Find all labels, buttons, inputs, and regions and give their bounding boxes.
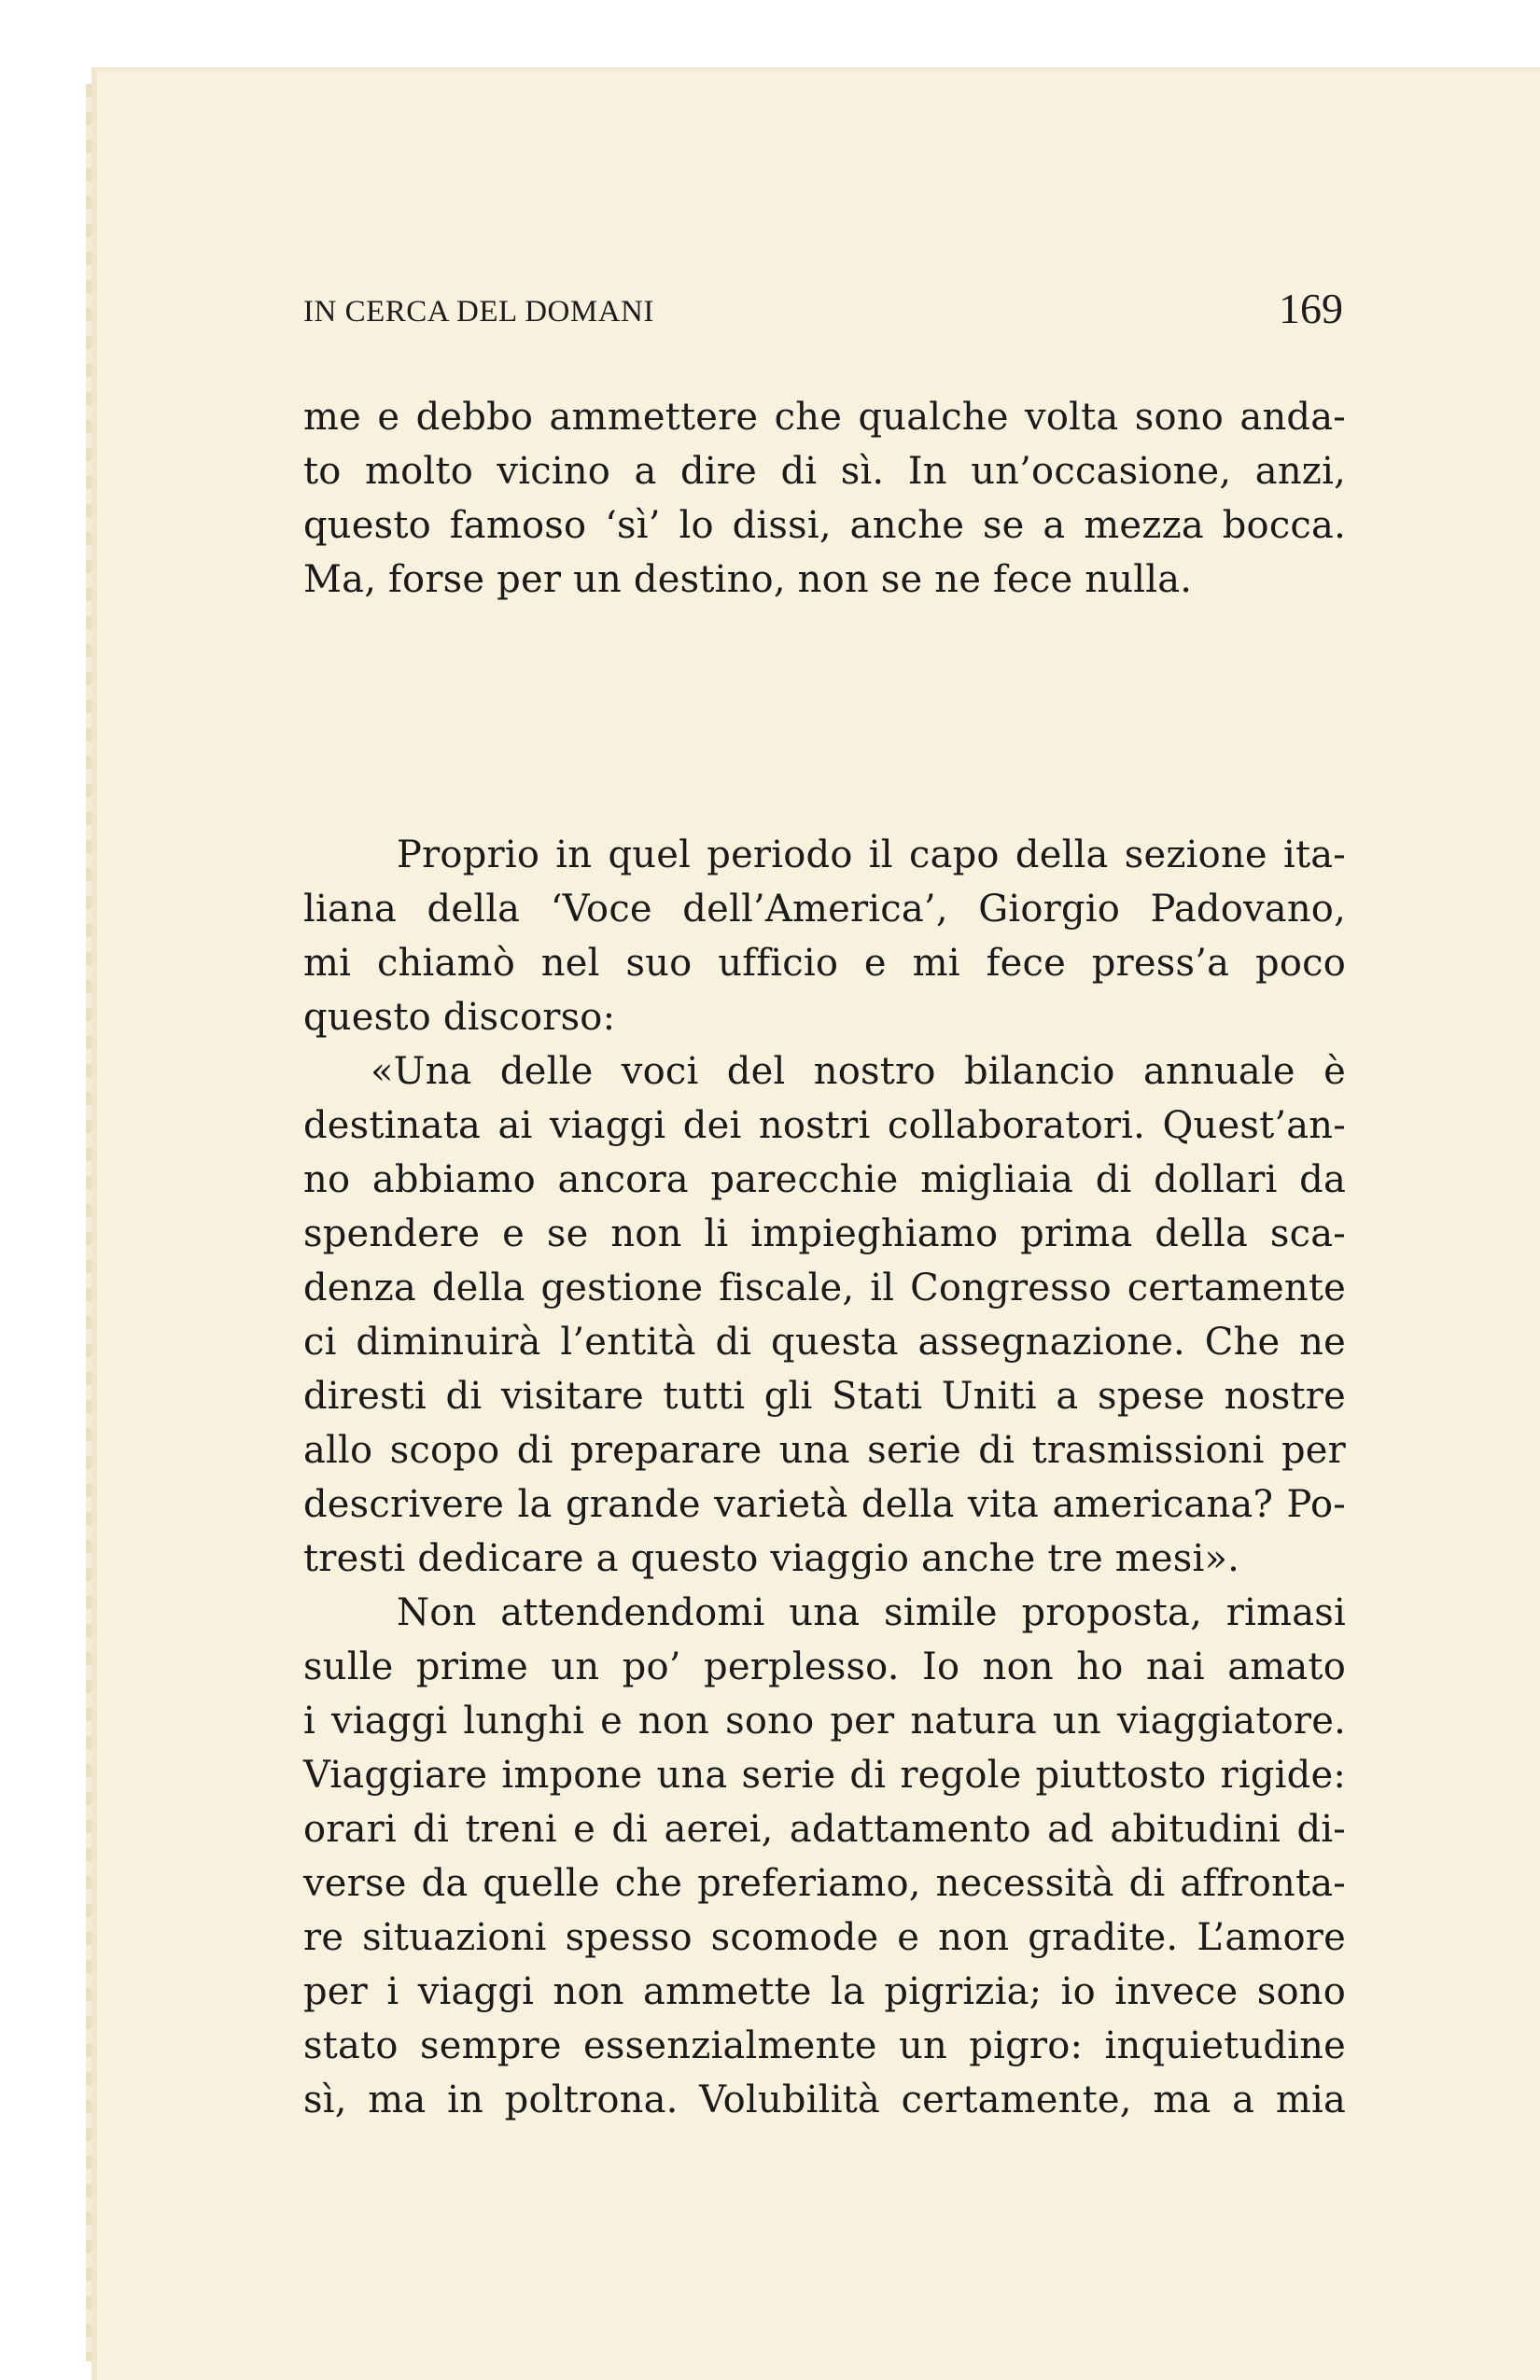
- text-line: mi chiamò nel suo ufficio e mi fece press’a poco: [303, 942, 1346, 985]
- text-line: denza della gestione fiscale, il Congresso certamente: [303, 1267, 1346, 1309]
- text-line: questo discorso:: [303, 996, 616, 1039]
- text-line: orari di treni e di aerei, adattamento ad abitudini di-: [303, 1808, 1346, 1851]
- text-line: Non attendendomi una simile proposta, rimasi: [397, 1591, 1346, 1634]
- text-line: no abbiamo ancora parecchie migliaia di dollari da: [303, 1158, 1346, 1201]
- text-line: liana della ‘Voce dell’America’, Giorgio Padovano,: [303, 888, 1346, 931]
- page-number: 169: [1279, 285, 1343, 332]
- text-line: ci diminuirà l’entità di questa assegnazione. Che ne: [303, 1321, 1346, 1364]
- text-line: me e debbo ammettere che qualche volta sono anda-: [303, 396, 1346, 439]
- paragraph-1: [303, 390, 1346, 607]
- text-line: re situazioni spesso scomode e non gradite. L’amore: [303, 1916, 1346, 1959]
- text-line: Ma, forse per un destino, non se ne fece nulla.: [303, 558, 1193, 601]
- text-line: tresti dedicare a questo viaggio anche tre mesi».: [303, 1537, 1240, 1580]
- text-line: per i viaggi non ammette la pigrizia; io invece sono: [303, 1970, 1346, 2013]
- text-line: spendere e se non li impieghiamo prima della sca-: [303, 1212, 1346, 1255]
- text-line: sulle prime un po’ perplesso. Io non ho nai amato: [303, 1645, 1346, 1688]
- text-line: Proprio in quel periodo il capo della sezione ita-: [397, 833, 1346, 876]
- text-line: sì, ma in poltrona. Volubilità certamente, ma a mia: [303, 2079, 1346, 2121]
- text-line: Viaggiare impone una serie di regole piuttosto rigide:: [303, 1754, 1346, 1797]
- text-line: i viaggi lunghi e non sono per natura un viaggiatore.: [303, 1700, 1346, 1743]
- text-line: diresti di visitare tutti gli Stati Uniti a spese nostre: [303, 1375, 1346, 1418]
- text-line: allo scopo di preparare una serie di trasmissioni per: [303, 1429, 1346, 1472]
- text-line: questo famoso ‘sì’ lo dissi, anche se a mezza bocca.: [303, 504, 1346, 547]
- running-title: IN CERCA DEL DOMANI: [303, 295, 654, 329]
- text-line: destinata ai viaggi dei nostri collaboratori. Quest’an-: [303, 1104, 1346, 1147]
- text-line: verse da quelle che preferiamo, necessità di affronta-: [303, 1862, 1346, 1905]
- paragraph-2: [303, 828, 1346, 2127]
- text-line: descrivere la grande varietà della vita americana? Po-: [303, 1483, 1346, 1526]
- text-line: «Una delle voci del nostro bilancio annuale è: [371, 1050, 1346, 1093]
- text-line: to molto vicino a dire di sì. In un’occasione, anzi,: [303, 450, 1346, 493]
- text-line: stato sempre essenzialmente un pigro: inquietudine: [303, 2024, 1346, 2067]
